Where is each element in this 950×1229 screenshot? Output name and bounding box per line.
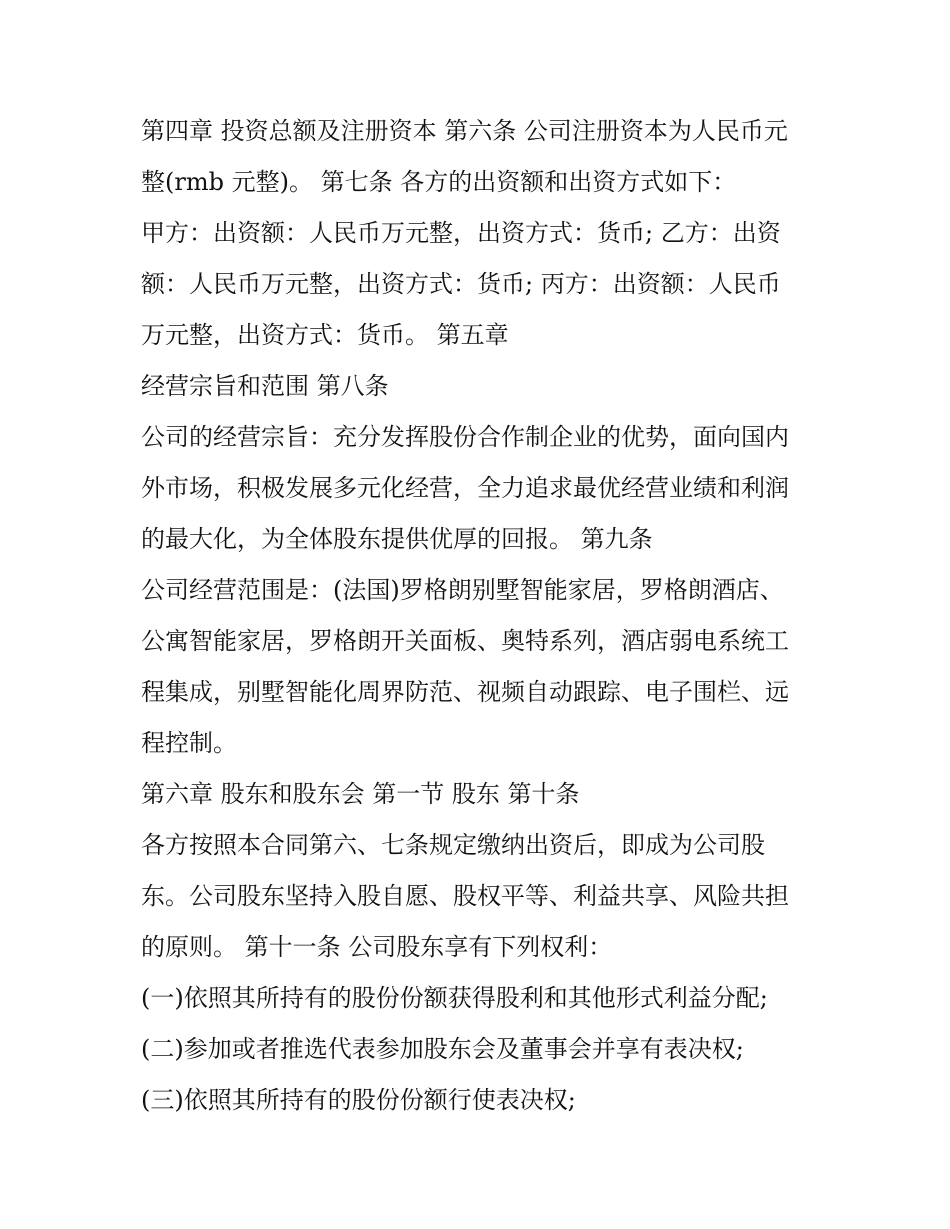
text-line: (一)依照其所持有的股份份额获得股利和其他形式利益分配;	[141, 984, 768, 1012]
text-line: 整(rmb 元整)。 第七条 各方的出资额和出资方式如下：	[141, 168, 737, 196]
text-line: 各方按照本合同第六、七条规定缴纳出资后，即成为公司股	[141, 831, 765, 859]
text-line: (二)参加或者推选代表参加股东会及董事会并享有表决权;	[141, 1035, 744, 1063]
text-line: 的原则。 第十一条 公司股东享有下列权利：	[141, 933, 613, 961]
text-line: 额：人民币万元整，出资方式：货币; 丙方：出资额：人民币	[141, 270, 781, 298]
text-line: 公寓智能家居，罗格朗开关面板、奥特系列，酒店弱电系统工	[141, 627, 789, 655]
text-line: 经营宗旨和范围 第八条	[141, 372, 389, 400]
text-line: 程集成，别墅智能化周界防范、视频自动跟踪、电子围栏、远	[141, 678, 789, 706]
document-body	[141, 106, 817, 1126]
text-line: 东。公司股东坚持入股自愿、股权平等、利益共享、风险共担	[141, 882, 789, 910]
text-line: 外市场，积极发展多元化经营，全力追求最优经营业绩和利润	[141, 474, 789, 502]
text-line: (三)依照其所持有的股份份额行使表决权;	[141, 1086, 576, 1114]
text-line: 第六章 股东和股东会 第一节 股东 第十条	[141, 780, 580, 808]
text-line: 的最大化，为全体股东提供优厚的回报。 第九条	[141, 525, 653, 553]
text-line: 公司的经营宗旨：充分发挥股份合作制企业的优势，面向国内	[141, 423, 789, 451]
text-line: 甲方：出资额：人民币万元整，出资方式：货币; 乙方：出资	[141, 219, 781, 247]
text-line: 万元整，出资方式：货币。 第五章	[141, 321, 509, 349]
text-line: 公司经营范围是：(法国)罗格朗别墅智能家居，罗格朗酒店、	[141, 576, 784, 604]
text-line: 第四章 投资总额及注册资本 第六条 公司注册资本为人民币元	[141, 117, 788, 145]
text-line: 程控制。	[141, 729, 237, 757]
